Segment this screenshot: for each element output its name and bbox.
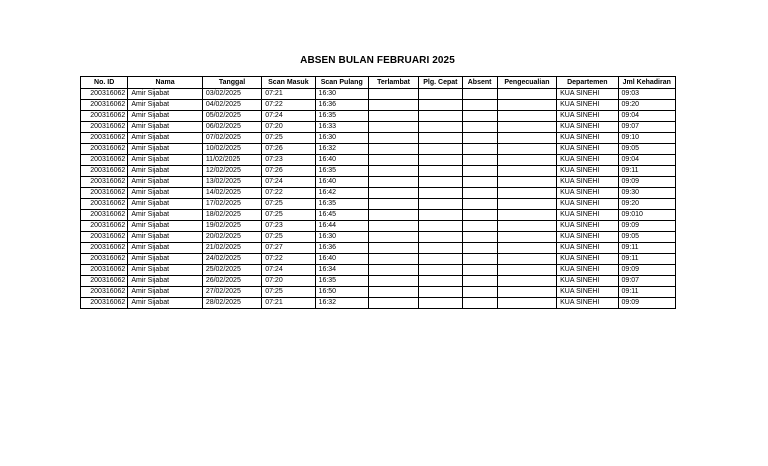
cell-scan-pulang: 16:30 (315, 89, 368, 100)
cell-pengecualian (497, 100, 556, 111)
cell-nama: Amir Sijabat (128, 243, 203, 254)
cell-plg-cepat (419, 188, 462, 199)
cell-plg-cepat (419, 221, 462, 232)
cell-jml-kehadiran: 09:10 (618, 133, 675, 144)
cell-scan-pulang: 16:42 (315, 188, 368, 199)
table-row (81, 89, 676, 100)
cell-departemen: KUA SINEHI (557, 276, 618, 287)
cell-pengecualian (497, 243, 556, 254)
cell-terlambat (368, 133, 418, 144)
attendance-table (80, 76, 676, 309)
cell-no-id: 200316062 (81, 133, 128, 144)
cell-nama: Amir Sijabat (128, 265, 203, 276)
cell-jml-kehadiran: 09:07 (618, 122, 675, 133)
column-header-scan-masuk: Scan Masuk (262, 77, 315, 89)
cell-tanggal: 07/02/2025 (202, 133, 261, 144)
cell-jml-kehadiran: 09:30 (618, 188, 675, 199)
table-row (81, 276, 676, 287)
cell-departemen: KUA SINEHI (557, 210, 618, 221)
cell-no-id: 200316062 (81, 100, 128, 111)
cell-pengecualian (497, 232, 556, 243)
cell-no-id: 200316062 (81, 144, 128, 155)
cell-pengecualian (497, 144, 556, 155)
column-header-pengecualian: Pengecualian (497, 77, 556, 89)
cell-plg-cepat (419, 155, 462, 166)
cell-departemen: KUA SINEHI (557, 298, 618, 309)
cell-departemen: KUA SINEHI (557, 188, 618, 199)
table-row (81, 210, 676, 221)
cell-scan-pulang: 16:35 (315, 276, 368, 287)
cell-nama: Amir Sijabat (128, 232, 203, 243)
cell-scan-pulang: 16:44 (315, 221, 368, 232)
cell-absent (462, 188, 497, 199)
cell-departemen: KUA SINEHI (557, 232, 618, 243)
cell-tanggal: 10/02/2025 (202, 144, 261, 155)
cell-scan-pulang: 16:36 (315, 243, 368, 254)
table-row (81, 144, 676, 155)
cell-absent (462, 111, 497, 122)
cell-no-id: 200316062 (81, 265, 128, 276)
cell-nama: Amir Sijabat (128, 166, 203, 177)
cell-tanggal: 11/02/2025 (202, 155, 261, 166)
cell-terlambat (368, 89, 418, 100)
cell-tanggal: 21/02/2025 (202, 243, 261, 254)
cell-scan-pulang: 16:30 (315, 232, 368, 243)
cell-terlambat (368, 243, 418, 254)
column-header-plg-cepat: Plg. Cepat (419, 77, 462, 89)
cell-absent (462, 100, 497, 111)
cell-departemen: KUA SINEHI (557, 199, 618, 210)
cell-plg-cepat (419, 144, 462, 155)
cell-departemen: KUA SINEHI (557, 100, 618, 111)
cell-jml-kehadiran: 09:11 (618, 254, 675, 265)
cell-scan-pulang: 16:50 (315, 287, 368, 298)
cell-departemen: KUA SINEHI (557, 133, 618, 144)
cell-absent (462, 122, 497, 133)
cell-plg-cepat (419, 100, 462, 111)
cell-pengecualian (497, 199, 556, 210)
cell-jml-kehadiran: 09:20 (618, 100, 675, 111)
cell-scan-masuk: 07:21 (262, 89, 315, 100)
cell-scan-masuk: 07:23 (262, 221, 315, 232)
cell-plg-cepat (419, 298, 462, 309)
cell-nama: Amir Sijabat (128, 122, 203, 133)
cell-scan-pulang: 16:35 (315, 166, 368, 177)
cell-departemen: KUA SINEHI (557, 221, 618, 232)
cell-departemen: KUA SINEHI (557, 254, 618, 265)
cell-plg-cepat (419, 199, 462, 210)
cell-nama: Amir Sijabat (128, 133, 203, 144)
cell-absent (462, 287, 497, 298)
cell-tanggal: 13/02/2025 (202, 177, 261, 188)
cell-terlambat (368, 144, 418, 155)
cell-pengecualian (497, 133, 556, 144)
cell-departemen: KUA SINEHI (557, 243, 618, 254)
table-row (81, 177, 676, 188)
cell-absent (462, 276, 497, 287)
cell-absent (462, 298, 497, 309)
cell-scan-masuk: 07:24 (262, 177, 315, 188)
cell-pengecualian (497, 111, 556, 122)
cell-nama: Amir Sijabat (128, 188, 203, 199)
cell-no-id: 200316062 (81, 298, 128, 309)
cell-plg-cepat (419, 276, 462, 287)
cell-no-id: 200316062 (81, 188, 128, 199)
cell-plg-cepat (419, 166, 462, 177)
cell-scan-masuk: 07:20 (262, 276, 315, 287)
cell-departemen: KUA SINEHI (557, 122, 618, 133)
cell-tanggal: 27/02/2025 (202, 287, 261, 298)
cell-terlambat (368, 166, 418, 177)
table-row (81, 188, 676, 199)
cell-no-id: 200316062 (81, 210, 128, 221)
cell-scan-pulang: 16:45 (315, 210, 368, 221)
cell-terlambat (368, 155, 418, 166)
cell-absent (462, 254, 497, 265)
cell-terlambat (368, 276, 418, 287)
cell-jml-kehadiran: 09:09 (618, 298, 675, 309)
cell-scan-pulang: 16:35 (315, 111, 368, 122)
cell-jml-kehadiran: 09:05 (618, 232, 675, 243)
cell-scan-masuk: 07:25 (262, 232, 315, 243)
cell-tanggal: 26/02/2025 (202, 276, 261, 287)
cell-plg-cepat (419, 111, 462, 122)
cell-absent (462, 166, 497, 177)
cell-plg-cepat (419, 210, 462, 221)
cell-jml-kehadiran: 09:09 (618, 221, 675, 232)
cell-plg-cepat (419, 133, 462, 144)
cell-scan-pulang: 16:30 (315, 133, 368, 144)
table-row (81, 243, 676, 254)
cell-scan-pulang: 16:40 (315, 254, 368, 265)
cell-absent (462, 265, 497, 276)
cell-tanggal: 25/02/2025 (202, 265, 261, 276)
column-header-departemen: Departemen (557, 77, 618, 89)
cell-tanggal: 04/02/2025 (202, 100, 261, 111)
cell-scan-masuk: 07:24 (262, 111, 315, 122)
page-title: ABSEN BULAN FEBRUARI 2025 (300, 55, 455, 66)
cell-no-id: 200316062 (81, 232, 128, 243)
cell-pengecualian (497, 276, 556, 287)
cell-no-id: 200316062 (81, 254, 128, 265)
cell-scan-masuk: 07:22 (262, 100, 315, 111)
cell-plg-cepat (419, 287, 462, 298)
column-header-jml-kehadiran: Jml Kehadiran (618, 77, 675, 89)
cell-departemen: KUA SINEHI (557, 265, 618, 276)
cell-terlambat (368, 122, 418, 133)
cell-departemen: KUA SINEHI (557, 177, 618, 188)
cell-terlambat (368, 232, 418, 243)
cell-nama: Amir Sijabat (128, 210, 203, 221)
cell-no-id: 200316062 (81, 221, 128, 232)
table-row (81, 221, 676, 232)
cell-no-id: 200316062 (81, 155, 128, 166)
cell-nama: Amir Sijabat (128, 144, 203, 155)
table-row (81, 133, 676, 144)
cell-departemen: KUA SINEHI (557, 111, 618, 122)
cell-jml-kehadiran: 09:07 (618, 276, 675, 287)
cell-departemen: KUA SINEHI (557, 287, 618, 298)
cell-tanggal: 06/02/2025 (202, 122, 261, 133)
cell-tanggal: 28/02/2025 (202, 298, 261, 309)
cell-pengecualian (497, 122, 556, 133)
cell-scan-masuk: 07:26 (262, 144, 315, 155)
cell-tanggal: 20/02/2025 (202, 232, 261, 243)
table-row (81, 287, 676, 298)
cell-terlambat (368, 221, 418, 232)
cell-plg-cepat (419, 265, 462, 276)
cell-pengecualian (497, 177, 556, 188)
cell-scan-masuk: 07:20 (262, 122, 315, 133)
cell-jml-kehadiran: 09:04 (618, 155, 675, 166)
cell-jml-kehadiran: 09:05 (618, 144, 675, 155)
cell-jml-kehadiran: 09:09 (618, 177, 675, 188)
cell-absent (462, 177, 497, 188)
cell-scan-masuk: 07:25 (262, 210, 315, 221)
table-row (81, 265, 676, 276)
table-row (81, 254, 676, 265)
cell-scan-masuk: 07:25 (262, 287, 315, 298)
cell-plg-cepat (419, 122, 462, 133)
cell-terlambat (368, 254, 418, 265)
cell-absent (462, 221, 497, 232)
cell-absent (462, 155, 497, 166)
cell-absent (462, 199, 497, 210)
cell-jml-kehadiran: 09:20 (618, 199, 675, 210)
cell-no-id: 200316062 (81, 89, 128, 100)
table-row (81, 155, 676, 166)
cell-terlambat (368, 298, 418, 309)
cell-nama: Amir Sijabat (128, 221, 203, 232)
cell-nama: Amir Sijabat (128, 100, 203, 111)
table-row (81, 111, 676, 122)
cell-terlambat (368, 100, 418, 111)
cell-pengecualian (497, 155, 556, 166)
cell-absent (462, 232, 497, 243)
column-header-nama: Nama (128, 77, 203, 89)
cell-no-id: 200316062 (81, 199, 128, 210)
cell-jml-kehadiran: 09:03 (618, 89, 675, 100)
cell-nama: Amir Sijabat (128, 276, 203, 287)
cell-tanggal: 12/02/2025 (202, 166, 261, 177)
cell-scan-masuk: 07:27 (262, 243, 315, 254)
cell-scan-masuk: 07:22 (262, 254, 315, 265)
table-row (81, 100, 676, 111)
cell-plg-cepat (419, 243, 462, 254)
table-row (81, 166, 676, 177)
cell-pengecualian (497, 265, 556, 276)
cell-tanggal: 24/02/2025 (202, 254, 261, 265)
cell-tanggal: 05/02/2025 (202, 111, 261, 122)
cell-scan-pulang: 16:36 (315, 100, 368, 111)
cell-absent (462, 133, 497, 144)
cell-nama: Amir Sijabat (128, 89, 203, 100)
table-row (81, 199, 676, 210)
cell-nama: Amir Sijabat (128, 254, 203, 265)
cell-no-id: 200316062 (81, 166, 128, 177)
cell-scan-masuk: 07:22 (262, 188, 315, 199)
cell-scan-masuk: 07:26 (262, 166, 315, 177)
cell-plg-cepat (419, 177, 462, 188)
cell-jml-kehadiran: 09:11 (618, 287, 675, 298)
cell-pengecualian (497, 188, 556, 199)
cell-scan-pulang: 16:40 (315, 177, 368, 188)
cell-scan-pulang: 16:35 (315, 199, 368, 210)
cell-departemen: KUA SINEHI (557, 166, 618, 177)
cell-absent (462, 144, 497, 155)
cell-scan-pulang: 16:40 (315, 155, 368, 166)
column-header-tanggal: Tanggal (202, 77, 261, 89)
cell-departemen: KUA SINEHI (557, 144, 618, 155)
cell-nama: Amir Sijabat (128, 287, 203, 298)
cell-tanggal: 14/02/2025 (202, 188, 261, 199)
cell-departemen: KUA SINEHI (557, 89, 618, 100)
cell-scan-masuk: 07:24 (262, 265, 315, 276)
cell-scan-pulang: 16:34 (315, 265, 368, 276)
cell-jml-kehadiran: 09:010 (618, 210, 675, 221)
cell-tanggal: 18/02/2025 (202, 210, 261, 221)
cell-terlambat (368, 111, 418, 122)
cell-scan-masuk: 07:23 (262, 155, 315, 166)
cell-terlambat (368, 177, 418, 188)
column-header-absent: Absent (462, 77, 497, 89)
cell-scan-masuk: 07:25 (262, 199, 315, 210)
cell-nama: Amir Sijabat (128, 177, 203, 188)
cell-no-id: 200316062 (81, 243, 128, 254)
cell-no-id: 200316062 (81, 276, 128, 287)
column-header-terlambat: Terlambat (368, 77, 418, 89)
cell-plg-cepat (419, 232, 462, 243)
cell-no-id: 200316062 (81, 111, 128, 122)
cell-scan-masuk: 07:21 (262, 298, 315, 309)
cell-scan-pulang: 16:32 (315, 298, 368, 309)
cell-pengecualian (497, 210, 556, 221)
cell-pengecualian (497, 254, 556, 265)
cell-nama: Amir Sijabat (128, 298, 203, 309)
column-header-no-id: No. ID (81, 77, 128, 89)
cell-pengecualian (497, 287, 556, 298)
cell-terlambat (368, 265, 418, 276)
cell-nama: Amir Sijabat (128, 111, 203, 122)
cell-scan-masuk: 07:25 (262, 133, 315, 144)
cell-tanggal: 17/02/2025 (202, 199, 261, 210)
cell-nama: Amir Sijabat (128, 155, 203, 166)
table-row (81, 232, 676, 243)
table-body (81, 89, 676, 309)
table-row (81, 298, 676, 309)
cell-tanggal: 03/02/2025 (202, 89, 261, 100)
cell-terlambat (368, 199, 418, 210)
cell-terlambat (368, 287, 418, 298)
cell-terlambat (368, 188, 418, 199)
cell-jml-kehadiran: 09:11 (618, 243, 675, 254)
cell-scan-pulang: 16:32 (315, 144, 368, 155)
cell-no-id: 200316062 (81, 177, 128, 188)
cell-pengecualian (497, 298, 556, 309)
cell-pengecualian (497, 89, 556, 100)
cell-absent (462, 210, 497, 221)
column-header-scan-pulang: Scan Pulang (315, 77, 368, 89)
cell-absent (462, 89, 497, 100)
cell-no-id: 200316062 (81, 122, 128, 133)
cell-jml-kehadiran: 09:09 (618, 265, 675, 276)
cell-scan-pulang: 16:33 (315, 122, 368, 133)
cell-departemen: KUA SINEHI (557, 155, 618, 166)
table-header-row (81, 77, 676, 89)
cell-pengecualian (497, 221, 556, 232)
cell-pengecualian (497, 166, 556, 177)
cell-jml-kehadiran: 09:04 (618, 111, 675, 122)
cell-jml-kehadiran: 09:11 (618, 166, 675, 177)
cell-plg-cepat (419, 254, 462, 265)
cell-nama: Amir Sijabat (128, 199, 203, 210)
cell-absent (462, 243, 497, 254)
cell-terlambat (368, 210, 418, 221)
cell-no-id: 200316062 (81, 287, 128, 298)
table-row (81, 122, 676, 133)
cell-plg-cepat (419, 89, 462, 100)
cell-tanggal: 19/02/2025 (202, 221, 261, 232)
